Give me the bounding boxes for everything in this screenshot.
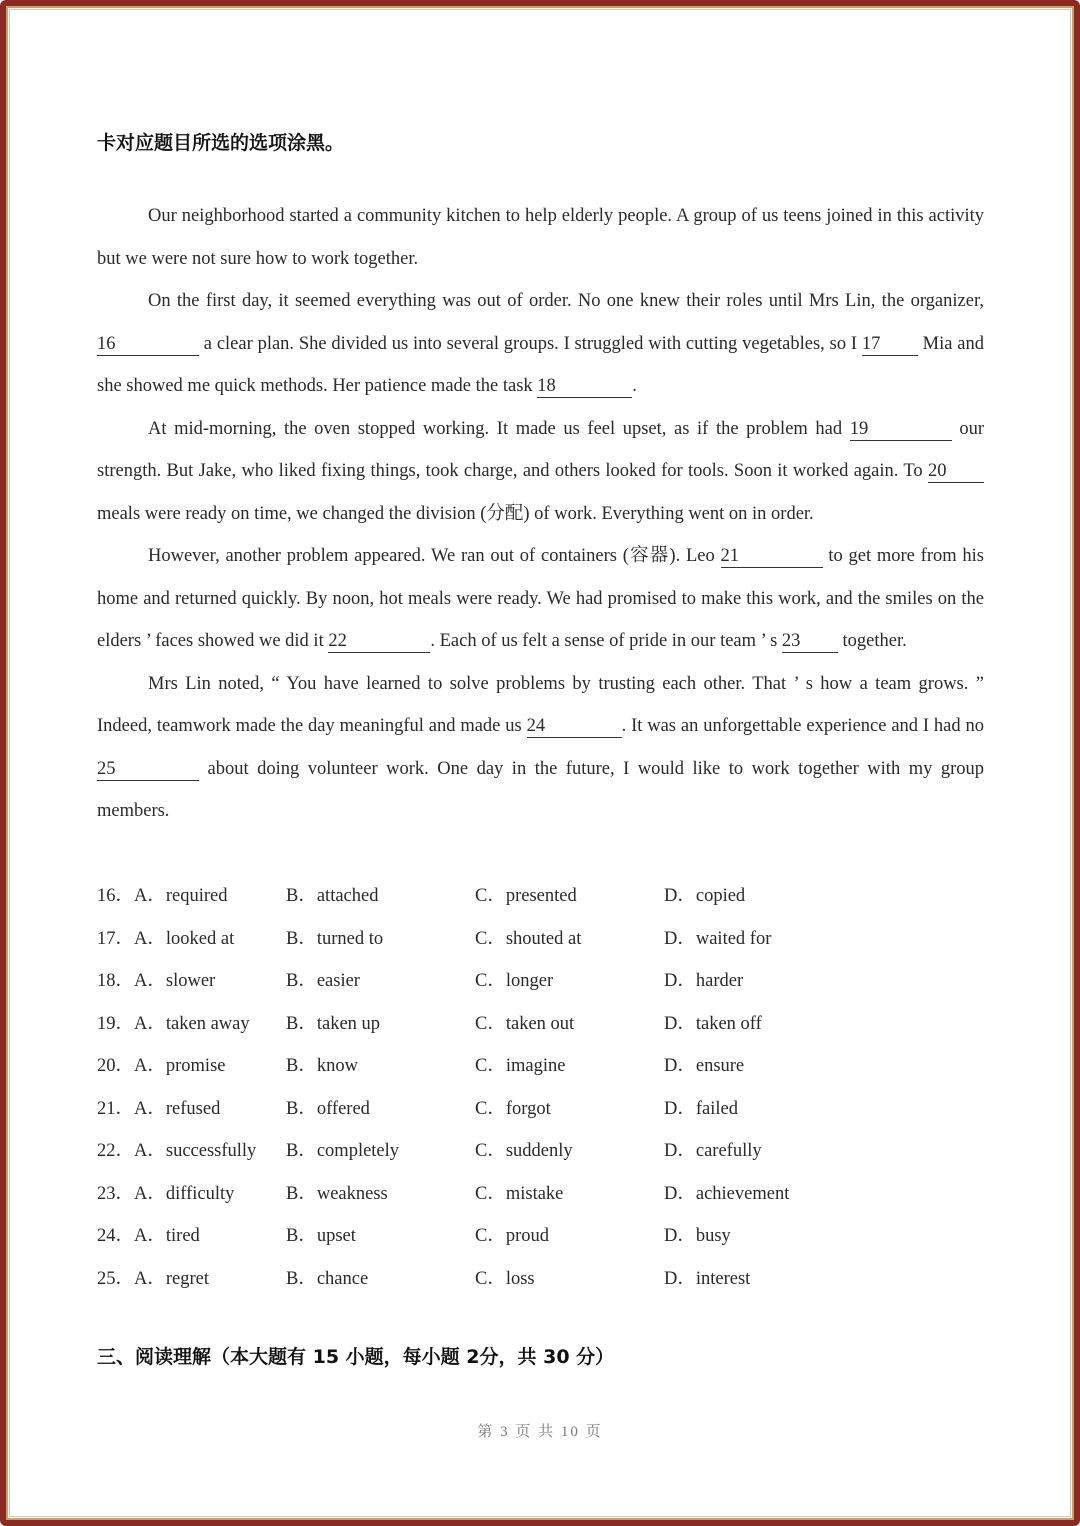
q22-option-b: B．completely [286, 1141, 400, 1161]
q23-option-d: D．achievement [664, 1183, 790, 1204]
top-heading: 卡对应题目所选的选项涂黑。 [97, 132, 345, 154]
p2-text-2: a clear plan. She divided us into several groups. I struggled with cutting vegetables, so I [199, 333, 862, 354]
q17-option-a: A．looked at [134, 928, 235, 949]
q24-option-b: B．upset [286, 1226, 356, 1246]
q19-a [97, 1003, 250, 1046]
q23-option-b: B．weakness [286, 1183, 388, 1204]
option-row-20 [97, 1045, 984, 1088]
q17-a [97, 918, 234, 961]
q18-a [97, 960, 215, 1003]
q25-option-a: A．regret [134, 1268, 210, 1289]
option-row-23 [97, 1173, 984, 1216]
q21-option-d: D．failed [664, 1098, 738, 1119]
q19-option-b: B．taken up [286, 1013, 381, 1034]
q21-number: 21． [97, 1098, 135, 1119]
q18-option-c: C．longer [475, 971, 554, 991]
q16-a [97, 875, 228, 918]
q21-a [97, 1088, 220, 1131]
blank-23: 23 [782, 630, 838, 653]
q25-option-d: D．interest [664, 1268, 751, 1289]
q21-option-b: B．offered [286, 1098, 370, 1119]
q24-option-c: C．proud [475, 1226, 550, 1246]
option-row-18 [97, 960, 984, 1003]
page-footer: 第 3 页 共 10 页 [477, 1424, 603, 1440]
q23-a [97, 1173, 234, 1216]
q18-number: 18． [97, 971, 135, 991]
option-row-21 [97, 1088, 984, 1131]
q19-number: 19． [97, 1013, 135, 1034]
q25-option-b: B．chance [286, 1268, 369, 1289]
q20-a [97, 1045, 225, 1088]
blank-16: 16 [97, 333, 199, 356]
q19-option-d: D．taken off [664, 1013, 762, 1034]
paragraph-2 [97, 280, 984, 408]
q22-a [97, 1130, 256, 1173]
q23-option-a: A．difficulty [134, 1183, 235, 1204]
q24-number: 24． [97, 1226, 135, 1246]
p3-text-1: At mid-morning, the oven stopped working. It made us feel upset, as if the problem had [148, 418, 850, 439]
p4-text-4: together. [837, 631, 907, 651]
q19-option-c: C．taken out [475, 1013, 575, 1034]
blank-25: 25 [97, 758, 199, 781]
options-list [97, 875, 984, 1300]
q17-option-c: C．shouted at [475, 928, 582, 949]
q16-option-a: A．required [134, 886, 228, 906]
blank-24: 24 [527, 715, 622, 738]
p4-text-1: However, another problem appeared. We ran out of containers (容器). Leo [148, 546, 721, 566]
q16-option-b: B．attached [286, 886, 379, 906]
q22-option-d: D．carefully [664, 1141, 762, 1161]
blank-19: 19 [850, 418, 952, 441]
option-row-24 [97, 1215, 984, 1258]
blank-21: 21 [721, 545, 823, 568]
q18-option-b: B．easier [286, 971, 360, 991]
option-row-25 [97, 1258, 984, 1301]
q17-option-b: B．turned to [286, 928, 384, 949]
p5-text-2: . It was an unforgettable experience and I had no [621, 716, 985, 736]
q17-number: 17． [97, 928, 135, 949]
q16-number: 16． [97, 886, 135, 906]
p2-text-3: Mia and she showed me quick methods. Her patience made the task [97, 333, 984, 396]
p2-text-1: On the first day, it seemed everything was out of order. No one knew their roles until Mrs Lin, the organizer, [148, 291, 984, 311]
section-heading: 三、阅读理解（本大题有 15 小题，每小题 2分，共 30 分） [97, 1346, 615, 1368]
blank-22: 22 [328, 630, 430, 653]
p4-text-3: . Each of us felt a sense of pride in our team ’ s [430, 631, 782, 651]
q16-option-c: C．presented [475, 886, 577, 906]
q16-option-d: D．copied [664, 886, 746, 906]
p2-text-4: . [632, 376, 637, 396]
option-row-19 [97, 1003, 984, 1046]
q20-option-d: D．ensure [664, 1056, 745, 1076]
option-row-22 [97, 1130, 984, 1173]
blank-17: 17 [862, 333, 918, 356]
q23-option-c: C．mistake [475, 1183, 564, 1204]
q21-option-a: A．refused [134, 1098, 221, 1119]
q17-option-d: D．waited for [664, 928, 772, 949]
q24-option-a: A．tired [134, 1226, 200, 1246]
blank-18: 18 [537, 375, 632, 398]
option-row-16 [97, 875, 984, 918]
q22-option-a: A．successfully [134, 1141, 257, 1161]
cloze-passage [97, 195, 984, 833]
q25-a [97, 1258, 209, 1301]
q20-option-c: C．imagine [475, 1056, 566, 1076]
q22-number: 22． [97, 1141, 135, 1161]
q19-option-a: A．taken away [134, 1013, 250, 1034]
paragraph-1: Our neighborhood started a community kitchen to help elderly people. A group of us teens joined in this activity but we were not sure how to work together. [97, 206, 984, 269]
q18-option-d: D．harder [664, 971, 744, 991]
q20-option-a: A．promise [134, 1056, 226, 1076]
p5-text-1: Mrs Lin noted, “ You have learned to solve problems by trusting each other. That ’ s how a team grows. ” Indeed, teamwork made the day meaningful and made us [97, 673, 984, 736]
paragraph-3 [97, 408, 984, 536]
p3-text-3: meals were ready on time, we changed the division (分配) of work. Everything went on in order. [97, 503, 814, 524]
q21-option-c: C．forgot [475, 1098, 551, 1119]
q25-number: 25． [97, 1268, 135, 1289]
q20-number: 20． [97, 1056, 135, 1076]
p3-text-2: our strength. But Jake, who liked fixing things, took charge, and others looked for tools. Soon it worked again. To [97, 418, 984, 481]
blank-20: 20 [928, 460, 984, 483]
q25-option-c: C．loss [475, 1268, 535, 1289]
q24-option-d: D．busy [664, 1226, 731, 1246]
p5-text-3: about doing volunteer work. One day in the future, I would like to work together with my group members. [97, 758, 984, 821]
q18-option-a: A．slower [134, 971, 216, 991]
q23-number: 23． [97, 1183, 135, 1204]
p4-text-2: to get more from his home and returned quickly. By noon, hot meals were ready. We had promised to make this work, and the smiles on the elders ’ faces showed we did it [97, 546, 984, 651]
paragraph-4 [97, 535, 984, 663]
q22-option-c: C．suddenly [475, 1141, 573, 1161]
q24-a [97, 1215, 200, 1258]
q20-option-b: B．know [286, 1056, 358, 1076]
option-row-17 [97, 918, 984, 961]
paragraph-5 [97, 663, 984, 833]
